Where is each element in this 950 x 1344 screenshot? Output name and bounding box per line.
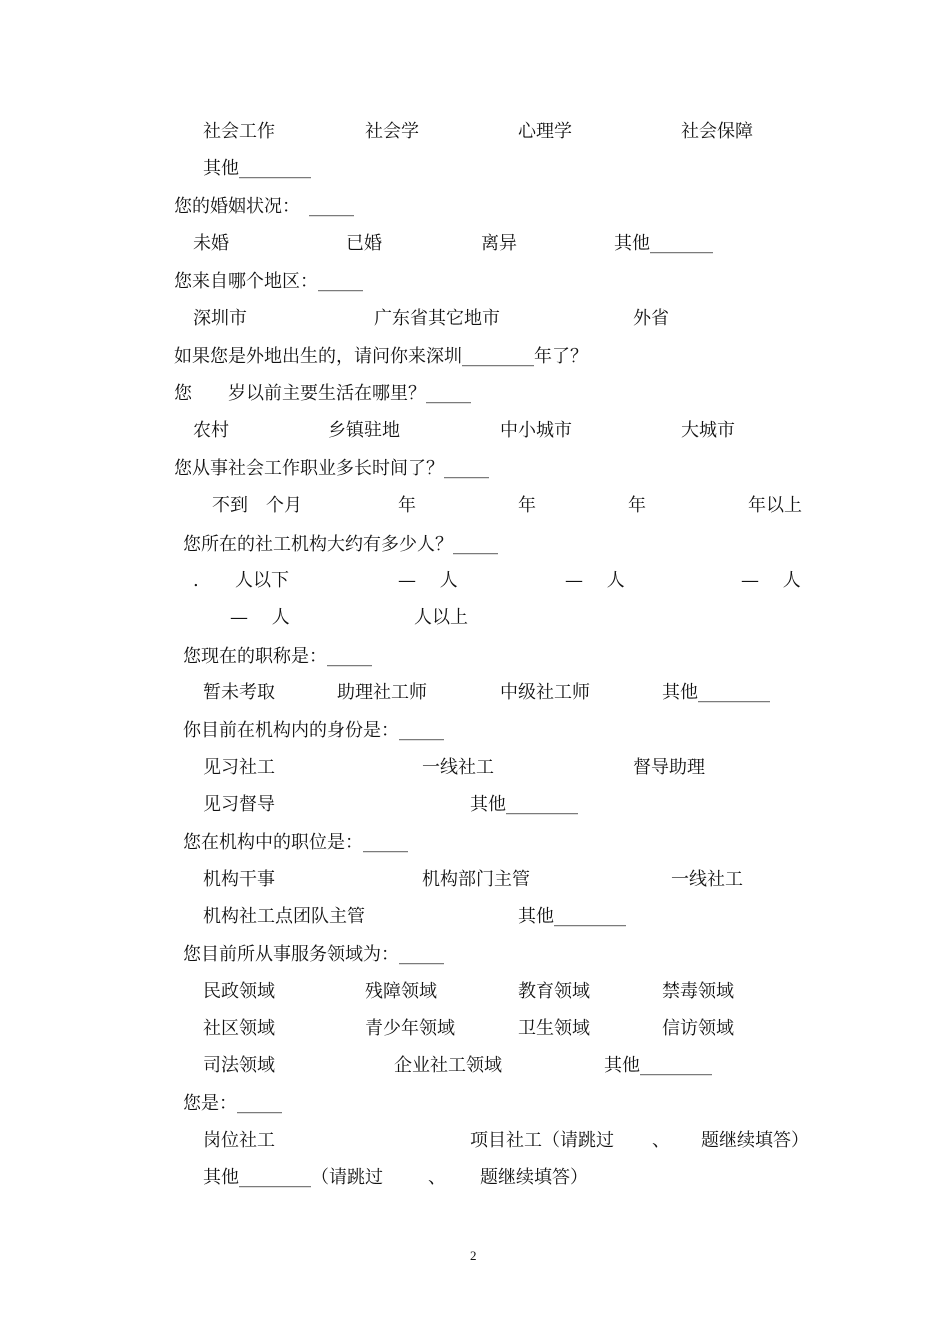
question-childhood-residence: 您 岁以前主要生活在哪里？_____ — [174, 383, 471, 404]
option-sociology: 社会学 — [365, 121, 419, 142]
option-other-position: 其他________ — [518, 906, 626, 927]
option-rural: 农村 — [193, 420, 229, 441]
option-years-c: 年 — [628, 495, 646, 516]
option-health: 卫生领域 — [518, 1018, 590, 1039]
option-frontline-worker: 一线社工 — [671, 869, 743, 890]
question-career-length: 您从事社会工作职业多长时间了？_____ — [174, 458, 489, 479]
option-under-months: 不到 个月 — [212, 495, 302, 516]
option-people-range-d: — 人 — [230, 607, 290, 628]
option-assistant-social-worker: 助理社工师 — [337, 682, 427, 703]
question-identity: 你目前在机构内的身份是：_____ — [183, 720, 444, 741]
option-enterprise: 企业社工领域 — [394, 1055, 502, 1076]
question-position: 您在机构中的职位是：_____ — [183, 832, 408, 853]
option-other-marital: 其他_______ — [614, 233, 713, 254]
option-psychology: 心理学 — [518, 121, 572, 142]
option-other-skip: 其他________（请跳过 — [203, 1167, 383, 1188]
option-people-below: 人以下 — [235, 570, 289, 591]
option-years-above: 年以上 — [748, 495, 802, 516]
option-people-range-c: — 人 — [741, 570, 801, 591]
option-drug-control: 禁毒领域 — [662, 981, 734, 1002]
option-big-city: 大城市 — [681, 420, 735, 441]
option-small-city: 中小城市 — [500, 420, 572, 441]
option-divorced: 离异 — [481, 233, 517, 254]
question-title: 您现在的职称是：_____ — [183, 646, 372, 667]
option-other-identity: 其他________ — [470, 794, 578, 815]
option-trainee-supervisor: 见习督导 — [203, 794, 275, 815]
question-years-in-shenzhen: 如果您是外地出生的，请问你来深圳________年了？ — [174, 346, 588, 367]
option-supervisor-assistant: 督导助理 — [633, 757, 705, 778]
option-people-range-a: — 人 — [398, 570, 458, 591]
option-education: 教育领域 — [518, 981, 590, 1002]
skip-separator: 、 — [652, 1130, 670, 1151]
option-other-title: 其他________ — [662, 682, 770, 703]
option-judicial: 司法领域 — [203, 1055, 275, 1076]
option-project-social-worker: 项目社工（请跳过 — [470, 1130, 614, 1151]
skip-continue-text: 题继续填答） — [701, 1130, 809, 1151]
option-married: 已婚 — [346, 233, 382, 254]
option-org-staff: 机构干事 — [203, 869, 275, 890]
page-number: 2 — [470, 1248, 477, 1263]
option-people-range-b: — 人 — [565, 570, 625, 591]
question-origin-region: 您来自哪个地区：_____ — [174, 271, 363, 292]
option-years-a: 年 — [398, 495, 416, 516]
question-org-size: 您所在的社工机构大约有多少人？_____ — [183, 534, 498, 555]
option-intermediate-social-worker: 中级社工师 — [500, 682, 590, 703]
option-frontline-social-worker: 一线社工 — [422, 757, 494, 778]
option-guangdong-other: 广东省其它地市 — [374, 308, 500, 329]
option-other-province: 外省 — [633, 308, 669, 329]
option-team-lead: 机构社工点团队主管 — [203, 906, 365, 927]
option-other-field: 其他________ — [604, 1055, 712, 1076]
option-post-social-worker: 岗位社工 — [203, 1130, 275, 1151]
option-dept-manager: 机构部门主管 — [422, 869, 530, 890]
option-years-b: 年 — [518, 495, 536, 516]
option-shenzhen: 深圳市 — [193, 308, 247, 329]
skip-continue-text-2: 题继续填答） — [480, 1167, 588, 1188]
option-township: 乡镇驻地 — [328, 420, 400, 441]
option-civil-affairs: 民政领域 — [203, 981, 275, 1002]
option-petition: 信访领域 — [662, 1018, 734, 1039]
option-disability: 残障领域 — [365, 981, 437, 1002]
question-marital-status: 您的婚姻状况： _____ — [174, 196, 354, 217]
option-social-work: 社会工作 — [203, 121, 275, 142]
option-social-security: 社会保障 — [681, 121, 753, 142]
skip-separator-2: 、 — [428, 1167, 446, 1188]
option-community: 社区领域 — [203, 1018, 275, 1039]
question-you-are: 您是：_____ — [183, 1093, 282, 1114]
option-youth: 青少年领域 — [365, 1018, 455, 1039]
option-dot: . — [193, 570, 199, 591]
option-other-major: 其他________ — [203, 158, 311, 179]
option-not-certified: 暂未考取 — [203, 682, 275, 703]
option-unmarried: 未婚 — [193, 233, 229, 254]
option-people-above: 人以上 — [414, 607, 468, 628]
option-trainee-social-worker: 见习社工 — [203, 757, 275, 778]
question-service-field: 您目前所从事服务领域为：_____ — [183, 944, 444, 965]
